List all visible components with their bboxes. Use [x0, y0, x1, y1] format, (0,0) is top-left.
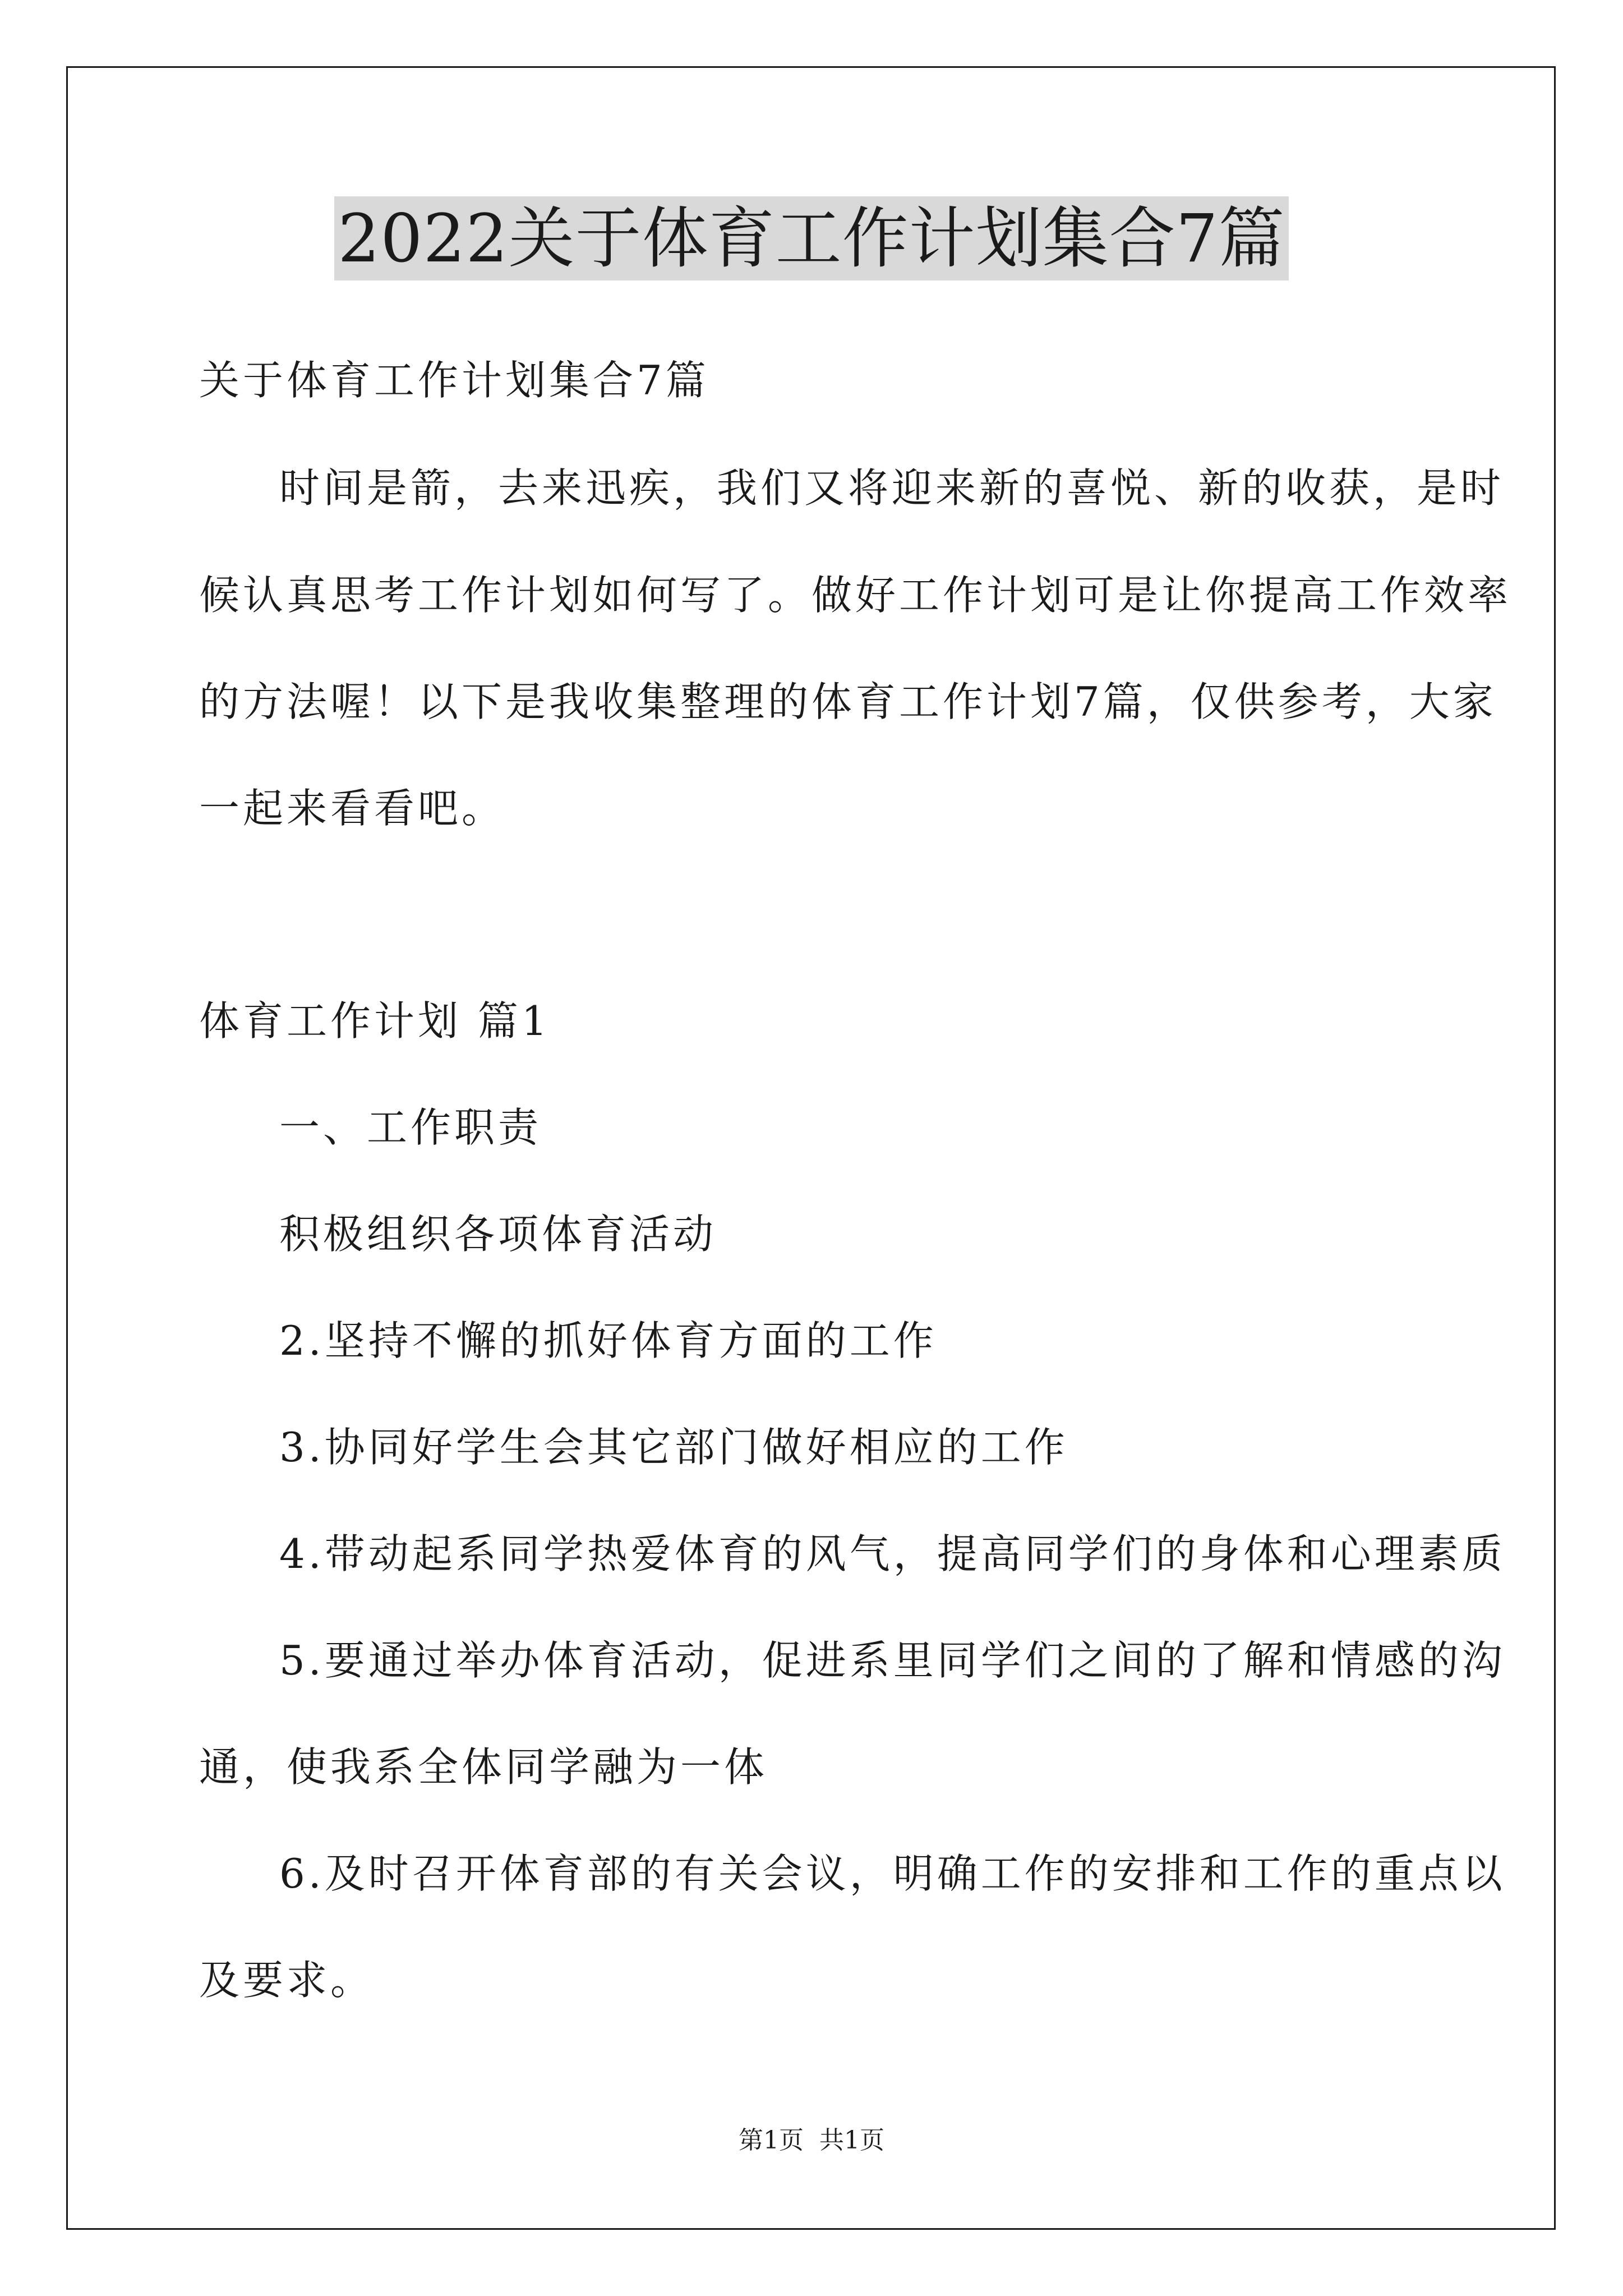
- page-total: 共1页: [819, 2126, 884, 2155]
- intro-line-3: 的方法喔！以下是我收集整理的体育工作计划7篇，仅供参考，大家: [199, 678, 1497, 725]
- list-item: 5.要通过举办体育活动，促进系里同学们之间的了解和情感的沟: [279, 1637, 1506, 1684]
- list-item-continuation: 通，使我系全体同学融为一体: [199, 1743, 768, 1791]
- list-item: 3.协同好学生会其它部门做好相应的工作: [279, 1424, 1068, 1471]
- list-item-continuation: 及要求。: [199, 1957, 375, 2004]
- document-subtitle: 关于体育工作计划集合7篇: [199, 357, 709, 404]
- list-item: 积极组织各项体育活动: [279, 1211, 717, 1258]
- intro-line-1: 时间是箭，去来迅疾，我们又将迎来新的喜悦、新的收获，是时: [279, 464, 1505, 512]
- list-item: 2.坚持不懈的抓好体育方面的工作: [279, 1317, 937, 1364]
- page-footer: [0, 2124, 1623, 2157]
- section-heading: 体育工作计划 篇1: [199, 997, 551, 1045]
- intro-line-2: 候认真思考工作计划如何写了。做好工作计划可是让你提高工作效率: [199, 572, 1512, 619]
- intro-line-4: 一起来看看吧。: [199, 785, 506, 832]
- list-item: 6.及时召开体育部的有关会议，明确工作的安排和工作的重点以: [279, 1850, 1506, 1897]
- list-item: 4.带动起系同学热爱体育的风气，提高同学们的身体和心理素质: [279, 1530, 1506, 1577]
- subheading: 一、工作职责: [279, 1104, 542, 1151]
- page-number: 第1页: [739, 2126, 804, 2155]
- title-container: [0, 196, 1623, 280]
- document-title: 2022关于体育工作计划集合7篇: [334, 196, 1288, 280]
